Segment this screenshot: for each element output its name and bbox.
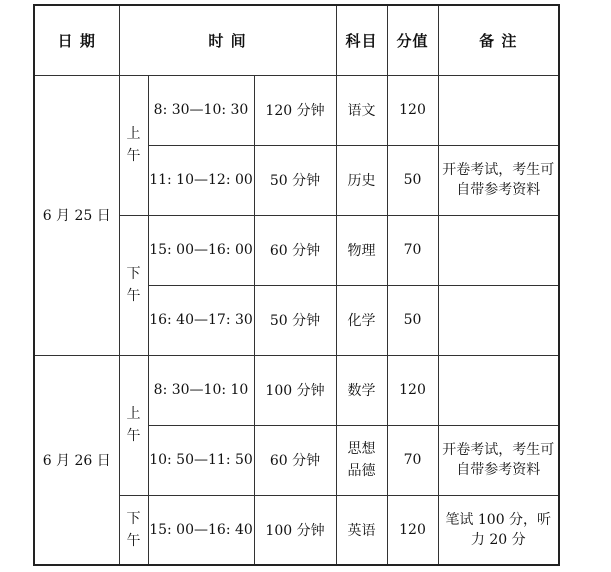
- note-cell: [438, 285, 559, 355]
- subject-cell: 化学: [336, 285, 387, 355]
- date-cell: 6 月 26 日: [34, 355, 119, 565]
- exam-schedule-table: [33, 4, 560, 566]
- score-cell: 120: [387, 75, 438, 145]
- note-cell: 笔试 100 分，听力 20 分: [438, 495, 559, 565]
- subject-cell: 英语: [336, 495, 387, 565]
- header-note: 备 注: [438, 5, 559, 75]
- duration-cell: 60 分钟: [254, 215, 336, 285]
- header-row: [34, 5, 559, 75]
- duration-cell: 120 分钟: [254, 75, 336, 145]
- header-time: 时 间: [119, 5, 336, 75]
- score-cell: 120: [387, 355, 438, 425]
- time-cell: 16: 40—17: 30: [148, 285, 254, 355]
- subject-cell: 语文: [336, 75, 387, 145]
- morning-label: 上 午: [119, 355, 148, 495]
- subject-cell: 物理: [336, 215, 387, 285]
- duration-cell: 100 分钟: [254, 355, 336, 425]
- subject-cell: 历史: [336, 145, 387, 215]
- time-cell: 15: 00—16: 40: [148, 495, 254, 565]
- time-cell: 15: 00—16: 00: [148, 215, 254, 285]
- time-cell: 11: 10—12: 00: [148, 145, 254, 215]
- time-cell: 8: 30—10: 30: [148, 75, 254, 145]
- table-row: [34, 355, 559, 425]
- duration-cell: 50 分钟: [254, 285, 336, 355]
- header-score: 分值: [387, 5, 438, 75]
- score-cell: 50: [387, 145, 438, 215]
- afternoon-label: 下 午: [119, 495, 148, 565]
- header-subject: 科目: [336, 5, 387, 75]
- table-row: [34, 75, 559, 145]
- note-cell: 开卷考试，考生可自带参考资料: [438, 145, 559, 215]
- header-date: 日 期: [34, 5, 119, 75]
- duration-cell: 100 分钟: [254, 495, 336, 565]
- score-cell: 120: [387, 495, 438, 565]
- note-cell: 开卷考试，考生可自带参考资料: [438, 425, 559, 495]
- note-cell: [438, 215, 559, 285]
- date-cell: 6 月 25 日: [34, 75, 119, 355]
- morning-label: 上 午: [119, 75, 148, 215]
- time-cell: 10: 50—11: 50: [148, 425, 254, 495]
- note-cell: [438, 75, 559, 145]
- subject-cell: 思想 品德: [336, 425, 387, 495]
- duration-cell: 50 分钟: [254, 145, 336, 215]
- afternoon-label: 下 午: [119, 215, 148, 355]
- time-cell: 8: 30—10: 10: [148, 355, 254, 425]
- note-cell: [438, 355, 559, 425]
- score-cell: 70: [387, 215, 438, 285]
- subject-cell: 数学: [336, 355, 387, 425]
- score-cell: 70: [387, 425, 438, 495]
- duration-cell: 60 分钟: [254, 425, 336, 495]
- score-cell: 50: [387, 285, 438, 355]
